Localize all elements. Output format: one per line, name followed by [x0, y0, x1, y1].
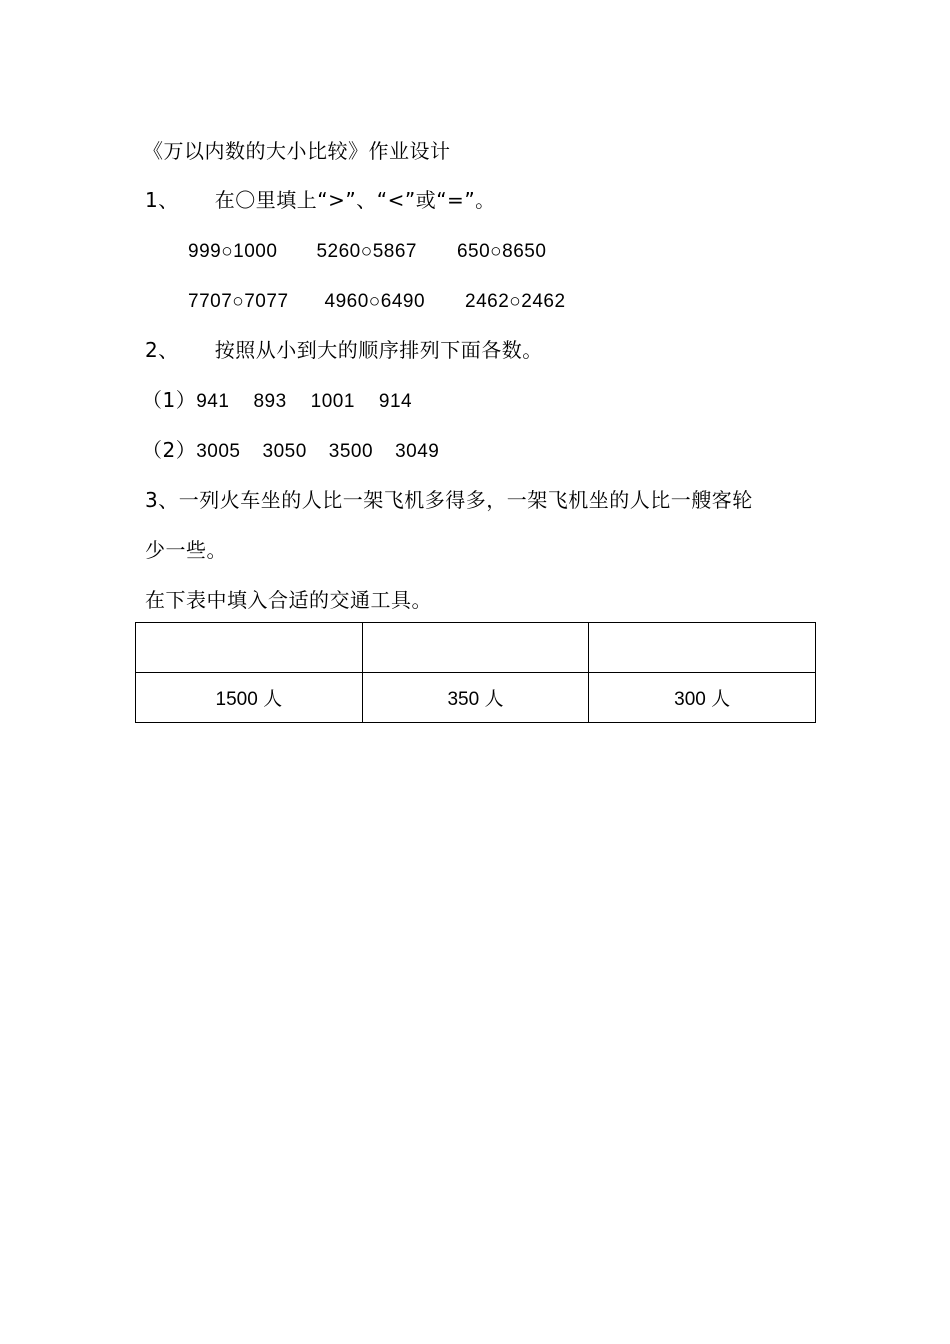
comparison-item: 7707○7077	[188, 291, 289, 312]
q2-heading	[145, 336, 543, 364]
blank-cell[interactable]	[362, 623, 589, 673]
q2-number: 2、	[145, 338, 179, 362]
number-item: 3049	[395, 441, 440, 462]
value-cell: 1500 人	[136, 673, 363, 723]
value-cell: 350 人	[362, 673, 589, 723]
number-item: 914	[378, 391, 413, 412]
table-row	[136, 623, 816, 673]
number-item: 3050	[262, 441, 307, 462]
q1-heading	[145, 186, 496, 214]
comparison-item: 5260○5867	[316, 241, 417, 262]
q2-set-2-label: （2）	[142, 438, 197, 462]
q3-text-line-1: 3、一列火车坐的人比一架飞机多得多，一架飞机坐的人比一艘客轮	[145, 488, 753, 512]
value-cell: 300 人	[589, 673, 816, 723]
q3-table-instruction: 在下表中填入合适的交通工具。	[145, 588, 432, 612]
blank-cell[interactable]	[589, 623, 816, 673]
q2-set-1-label: （1）	[142, 388, 197, 412]
q2-instruction: 按照从小到大的顺序排列下面各数。	[214, 338, 543, 362]
q2-set-1	[142, 386, 434, 416]
table-row	[136, 673, 816, 723]
blank-cell[interactable]	[136, 623, 363, 673]
q2-set-2	[142, 436, 461, 466]
number-item: 893	[253, 391, 287, 412]
q1-number: 1、	[145, 188, 179, 212]
page-title: 《万以内数的大小比较》作业设计	[143, 139, 451, 163]
number-item: 3005	[196, 441, 241, 462]
number-item: 3500	[328, 441, 374, 462]
q1-instruction: 在〇里填上“>”、“<”或“=”。	[214, 188, 496, 212]
comparison-item: 4960○6490	[324, 291, 426, 312]
transport-table	[135, 622, 816, 723]
number-item: 1001	[310, 391, 355, 412]
comparison-item: 650○8650	[456, 241, 547, 262]
q1-row-2	[188, 286, 604, 316]
q3-text-line-2: 少一些。	[145, 538, 227, 562]
q1-row-1	[188, 236, 584, 266]
comparison-item: 2462○2462	[465, 291, 566, 312]
comparison-item: 999○1000	[188, 241, 278, 262]
number-item: 941	[196, 391, 230, 412]
